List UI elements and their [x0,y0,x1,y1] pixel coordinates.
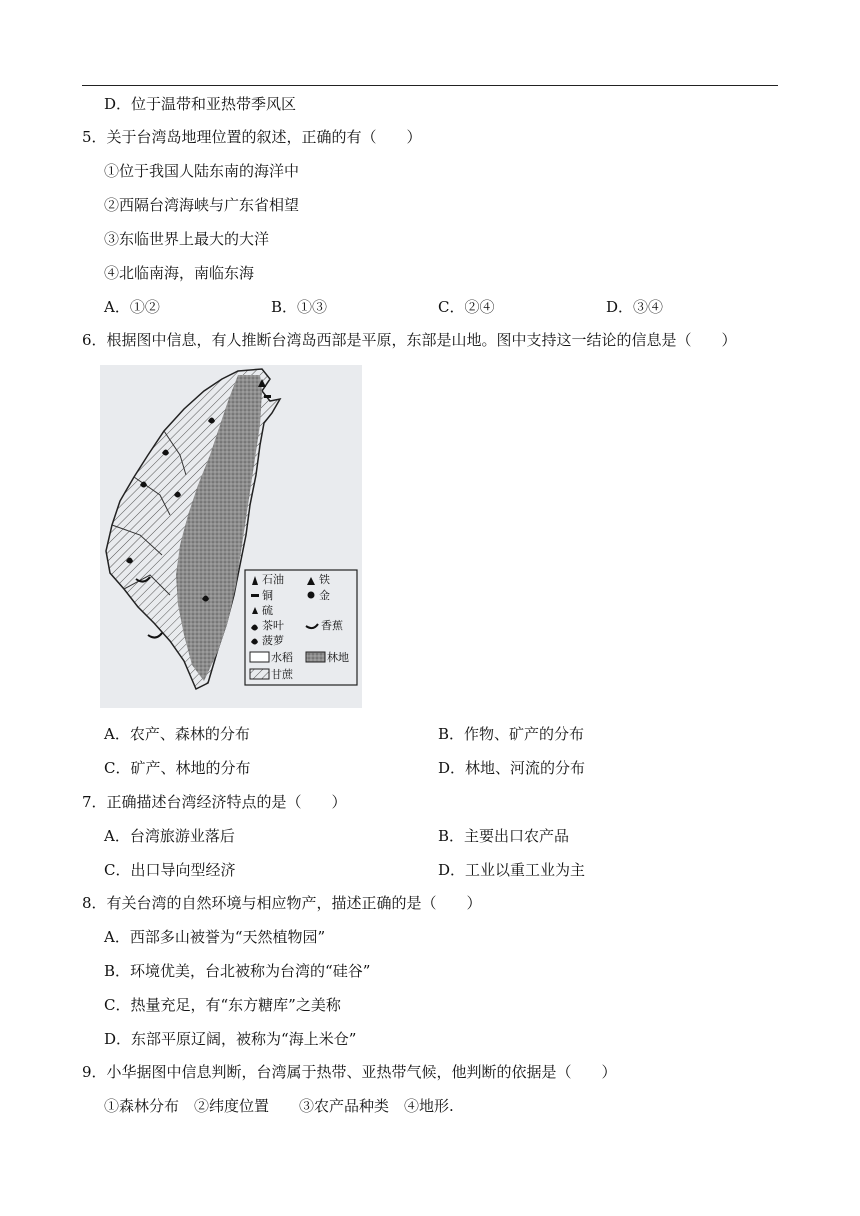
q6-stem: 6．根据图中信息，有人推断台湾岛西部是平原，东部是山地。图中支持这一结论的信息是（ ） [82,331,737,349]
q5-statement-2: ②西隔台湾海峡与广东省相望 [104,196,300,214]
q7-option-b: B．主要出口农产品 [438,827,570,845]
header-rule [82,85,778,86]
q7-option-a: A．台湾旅游业落后 [104,827,235,845]
legend-tea: 茶叶 [262,619,284,632]
q5-option-d: D．③④ [606,298,664,316]
legend-oil: 石油 [262,573,284,586]
legend-banana: 香蕉 [321,619,343,632]
legend-pineapple: 菠萝 [262,634,284,647]
q5-stem: 5．关于台湾岛地理位置的叙述，正确的有（ ） [82,128,422,146]
taiwan-map-figure [100,365,362,708]
q5-statement-3: ③东临世界上最大的大洋 [104,230,270,248]
q8-option-c: C．热量充足，有“东方糖库”之美称 [104,996,341,1014]
q5-option-b: B．①③ [271,298,328,316]
q9-stem: 9．小华据图中信息判断，台湾属于热带、亚热带气候，他判断的依据是（ ） [82,1063,617,1081]
q6-option-a: A．农产、森林的分布 [104,725,250,743]
q8-option-a: A．西部多山被誉为“天然植物园” [104,928,326,946]
q6-option-c: C．矿产、林地的分布 [104,759,251,777]
q5-statement-4: ④北临南海，南临东海 [104,264,255,282]
q5-option-c: C．②④ [438,298,495,316]
q5-statement-1: ①位于我国人陆东南的海洋中 [104,162,300,180]
legend-iron: 铁 [319,573,330,586]
q4-option-d: D．位于温带和亚热带季风区 [104,95,297,113]
q8-option-d: D．东部平原辽阔，被称为“海上米仓” [104,1030,357,1048]
q7-option-d: D．工业以重工业为主 [438,861,586,879]
q8-stem: 8．有关台湾的自然环境与相应物产，描述正确的是（ ） [82,894,482,912]
legend-sulfur: 硫 [262,604,273,617]
q6-option-d: D．林地、河流的分布 [438,759,586,777]
legend-forest: 林地 [327,651,349,664]
legend-sugarcane: 甘蔗 [271,668,293,681]
q9-statements: ①森林分布 ②纬度位置 ③农产品种类 ④地形. [104,1097,454,1115]
q6-option-b: B．作物、矿产的分布 [438,725,585,743]
q5-option-a: A．①② [104,298,160,316]
legend-copper: 铜 [262,589,273,602]
q7-option-c: C．出口导向型经济 [104,861,236,879]
legend-rice: 水稻 [271,651,293,664]
legend-gold: 金 [319,589,330,602]
q8-option-b: B．环境优美，台北被称为台湾的“硅谷” [104,962,371,980]
q7-stem: 7．正确描述台湾经济特点的是（ ） [82,793,347,811]
